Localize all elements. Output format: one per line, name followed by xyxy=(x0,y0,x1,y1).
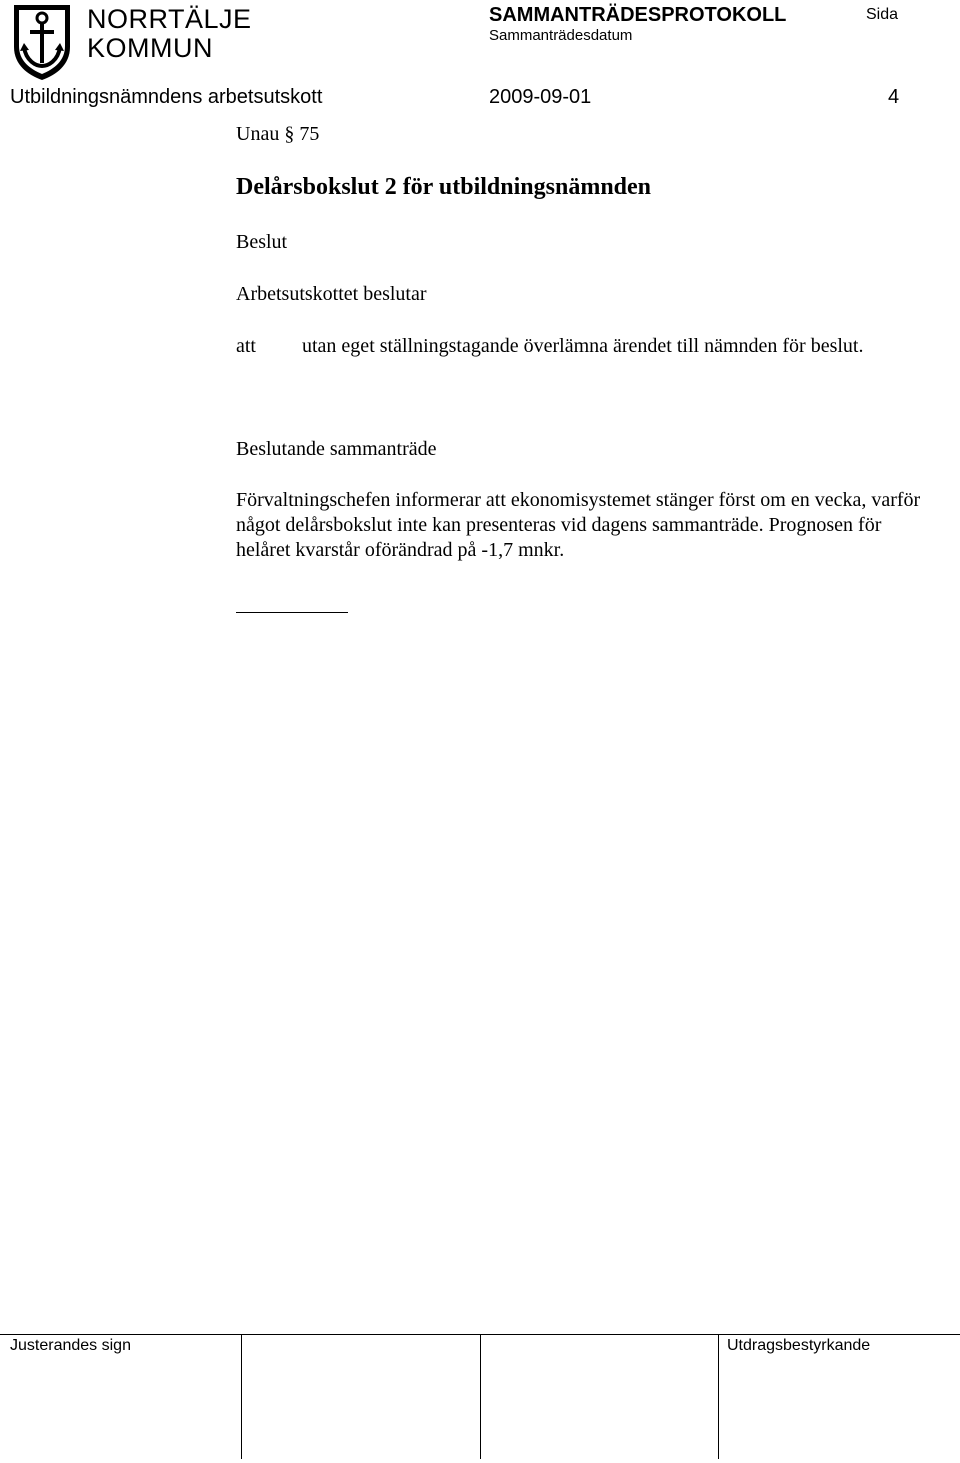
decision-text: utan eget ställningstagande överlämna ärendet till nämnden för beslut. xyxy=(302,335,864,357)
committee-name: Utbildningsnämndens arbetsutskott xyxy=(10,86,323,108)
meeting-date-label: Sammanträdesdatum xyxy=(489,27,633,44)
decision-intro: Arbetsutskottet beslutar xyxy=(236,283,427,305)
section-end-rule xyxy=(236,612,348,613)
meeting-date: 2009-09-01 xyxy=(489,86,592,108)
anchor-coat-of-arms-icon xyxy=(10,3,74,81)
page-number: 4 xyxy=(888,86,900,108)
decision-heading: Beslut xyxy=(236,231,288,253)
org-name-line1: NORRTÄLJE xyxy=(87,4,252,34)
signature-divider xyxy=(718,1334,719,1459)
case-title: Delårsbokslut 2 för utbildningsnämnden xyxy=(236,174,652,200)
justering-signature-label: Justerandes sign xyxy=(10,1337,131,1354)
paragraph-reference: Unau § 75 xyxy=(236,123,320,145)
signature-divider xyxy=(241,1334,242,1459)
document-type: SAMMANTRÄDESPROTOKOLL xyxy=(489,4,787,26)
session-heading: Beslutande sammanträde xyxy=(236,438,437,460)
extract-certification-label: Utdragsbestyrkande xyxy=(727,1337,871,1354)
decision-att-label: att xyxy=(236,335,256,357)
page-label: Sida xyxy=(866,6,899,23)
org-name-line2: KOMMUN xyxy=(87,33,213,63)
session-text: Förvaltningschefen informerar att ekonomisystemet stänger först om en vecka, varför något delårsbokslut inte kan presenteras vid dagens sammanträde. Prognosen för helåret kvarstår oförändrad på -1,7 mnkr. xyxy=(236,489,921,561)
signature-divider xyxy=(480,1334,481,1459)
